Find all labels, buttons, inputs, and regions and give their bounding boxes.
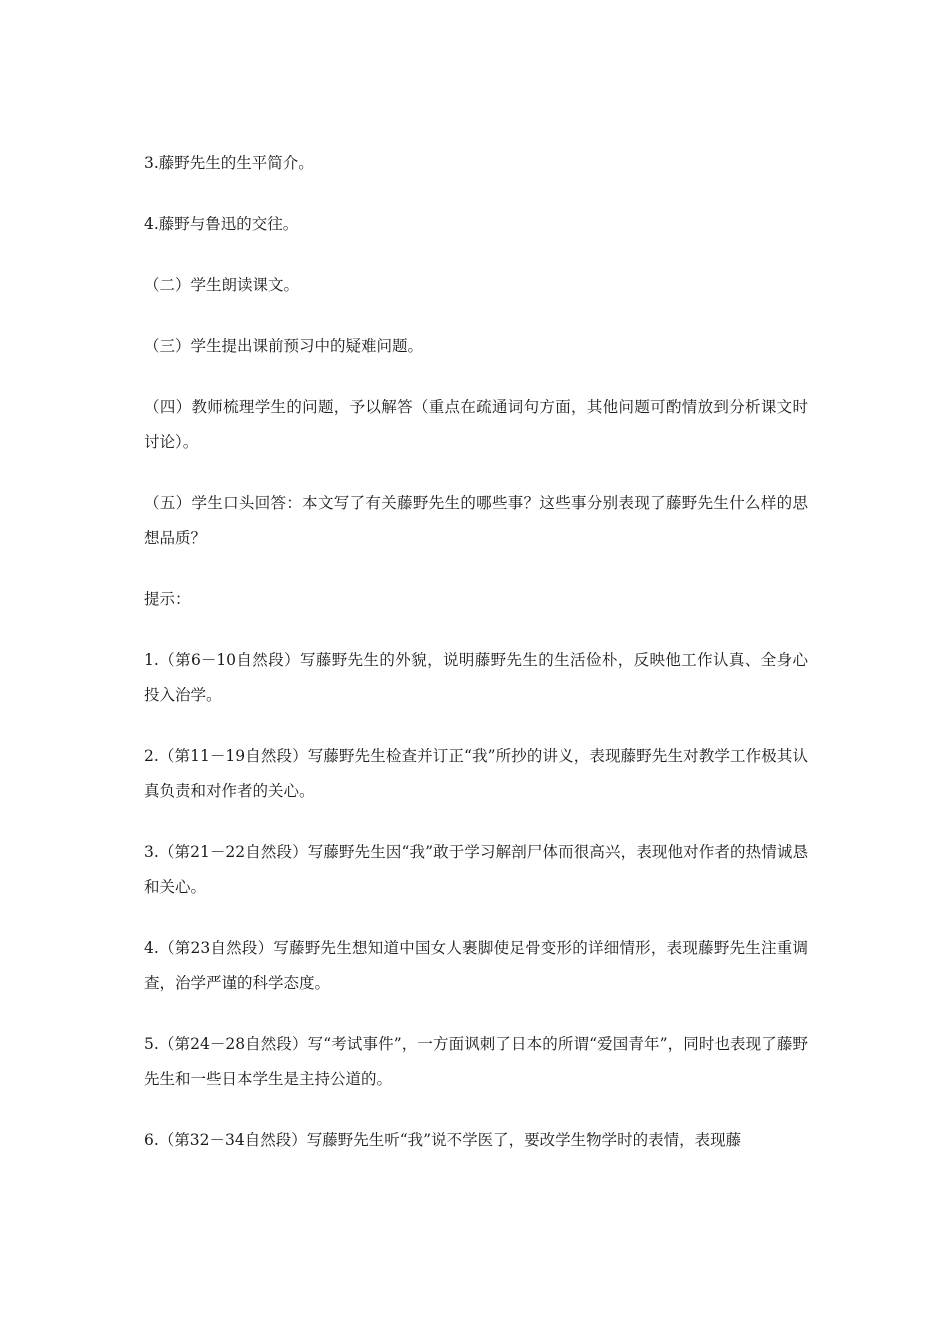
paragraph-step-3: （三）学生提出课前预习中的疑难问题。: [144, 337, 424, 355]
paragraph-step-4: （四）教师梳理学生的问题，予以解答（重点在疏通词句方面，其他问题可酌情放到分析课文时讨论）。: [144, 398, 808, 451]
paragraph-hint-1: 1.（第6－10自然段）写藤野先生的外貌，说明藤野先生的生活俭朴，反映他工作认真、全身心投入治学。: [144, 651, 808, 704]
paragraph-hint-6: 6.（第32－34自然段）写藤野先生听“我”说不学医了，要改学生物学时的表情，表现藤: [144, 1131, 742, 1149]
paragraph-intro-item-3: 3.藤野先生的生平简介。: [144, 154, 314, 172]
paragraph-hint-3: 3.（第21－22自然段）写藤野先生因“我”敢于学习解剖尸体而很高兴，表现他对作者的热情诚恳和关心。: [144, 843, 808, 896]
paragraph-intro-item-4: 4.藤野与鲁迅的交往。: [144, 215, 299, 233]
paragraph-hint-5: 5.（第24－28自然段）写“考试事件”，一方面讽刺了日本的所谓“爱国青年”，同时也表现了藤野先生和一些日本学生是主持公道的。: [144, 1035, 808, 1088]
document-body: [144, 146, 808, 1184]
paragraph-hint-heading: 提示：: [144, 590, 191, 608]
paragraph-hint-4: 4.（第23自然段）写藤野先生想知道中国女人裹脚使足骨变形的详细情形，表现藤野先生注重调查，治学严谨的科学态度。: [144, 939, 808, 992]
paragraph-step-2: （二）学生朗读课文。: [144, 276, 300, 294]
paragraph-step-5: （五）学生口头回答：本文写了有关藤野先生的哪些事？这些事分别表现了藤野先生什么样的思想品质？: [144, 494, 808, 547]
paragraph-hint-2: 2.（第11－19自然段）写藤野先生检查并订正“我”所抄的讲义，表现藤野先生对教学工作极其认真负责和对作者的关心。: [144, 747, 808, 800]
